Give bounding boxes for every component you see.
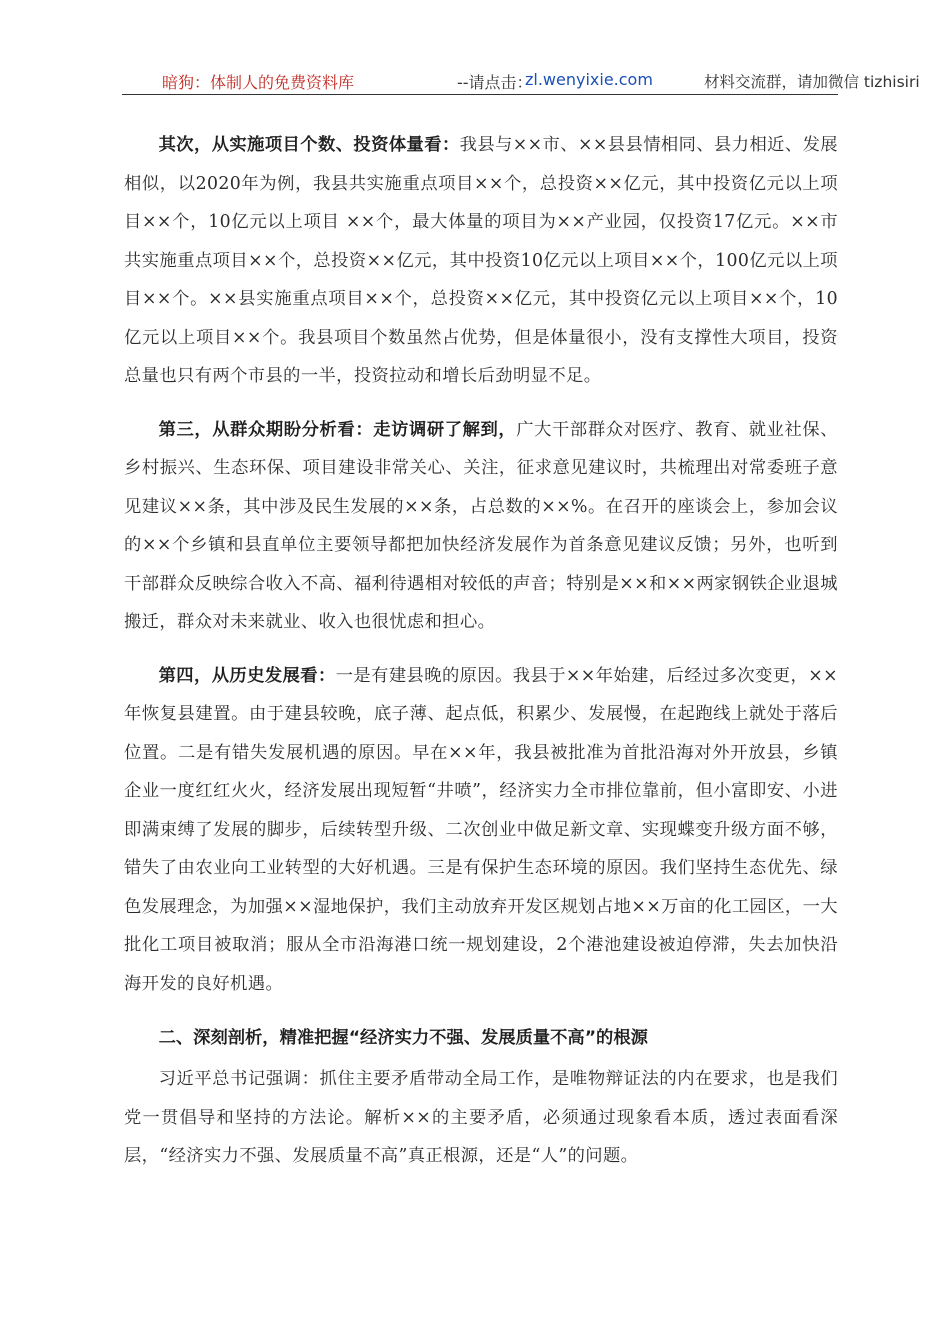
- section-heading: 二、深刻剖析，精准把握“经济实力不强、发展质量不高”的根源: [158, 1028, 648, 1048]
- header-brand: 暗狗：体制人的免费资料库: [162, 73, 355, 92]
- document-body: [124, 126, 838, 1176]
- header-prompt: --请点击：: [457, 73, 533, 92]
- paragraph-project-scale: [124, 126, 838, 396]
- paragraph-lead: 第四，从历史发展看：: [158, 665, 336, 686]
- paragraph-text: 广大干部群众对医疗、教育、就业社保、乡村振兴、生态环保、项目建设非常关心、关注，征求意见建议时，共梳理出对常委班子意见建议××条，其中涉及民生发展的××条，占总数的××%。在召开的座谈会上，参加会议的××个乡镇和县直单位主要领导都把加快经济发展作为首条意见建议反馈；另外，也听到干部群众反映综合收入不高、福利待遇相对较低的声音；特别是××和××两家钢铁企业退城搬迁，群众对未来就业、收入也很忧虑和担心。: [124, 419, 838, 632]
- paragraph-lead: 第三，从群众期盼分析看：走访调研了解到，: [158, 419, 517, 440]
- paragraph-lead: 其次，从实施项目个数、投资体量看：: [158, 135, 460, 155]
- paragraph-history: [124, 657, 838, 1004]
- paragraph-closing: 习近平总书记强调：抓住主要矛盾带动全局工作，是唯物辩证法的内在要求，也是我们党一贯倡导和坚持的方法论。解析××的主要矛盾，必须通过现象看本质，透过表面看深层，“经济实力不强、发展质量不高”真正根源，还是“人”的问题。: [124, 1069, 838, 1166]
- header-contact: 材料交流群，请加微信 tizhisiri: [704, 73, 920, 91]
- paragraph-text: 我县与××市、××县县情相同、县力相近、发展相似，以2020年为例，我县共实施重点项目××个，总投资××亿元，其中投资亿元以上项目××个，10亿元以上项目 ××个，最大体量的项目为××产业园，仅投资17亿元。××市共实施重点项目××个，总投资××亿元，其中投资10亿元以上项目××个，100亿元以上项目××个。××县实施重点项目××个，总投资××亿元，其中投资亿元以上项目××个，10亿元以上项目××个。我县项目个数虽然占优势，但是体量很小，没有支撑性大项目，投资总量也只有两个市县的一半，投资拉动和增长后劲明显不足。: [124, 135, 838, 386]
- paragraph-text: 一是有建县晚的原因。我县于××年始建，后经过多次变更，××年恢复县建置。由于建县较晚，底子薄、起点低，积累少、发展慢，在起跑线上就处于落后位置。二是有错失发展机遇的原因。早在××年，我县被批准为首批沿海对外开放县，乡镇企业一度红红火火，经济发展出现短暂“井喷”，经济实力全市排位靠前，但小富即安、小进即满束缚了发展的脚步，后续转型升级、二次创业中做足新文章、实现蝶变升级方面不够，错失了由农业向工业转型的大好机遇。三是有保护生态环境的原因。我们坚持生态优先、绿色发展理念，为加强××湿地保护，我们主动放弃开发区规划占地××万亩的化工园区，一大批化工项目被取消；服从全市沿海港口统一规划建设，2个港池建设被迫停滞，失去加快沿海开发的良好机遇。: [124, 665, 838, 994]
- page-header: [122, 58, 920, 95]
- paragraph-public-expectation: [124, 411, 838, 642]
- header-link[interactable]: zl.wenyixie.com: [525, 70, 653, 89]
